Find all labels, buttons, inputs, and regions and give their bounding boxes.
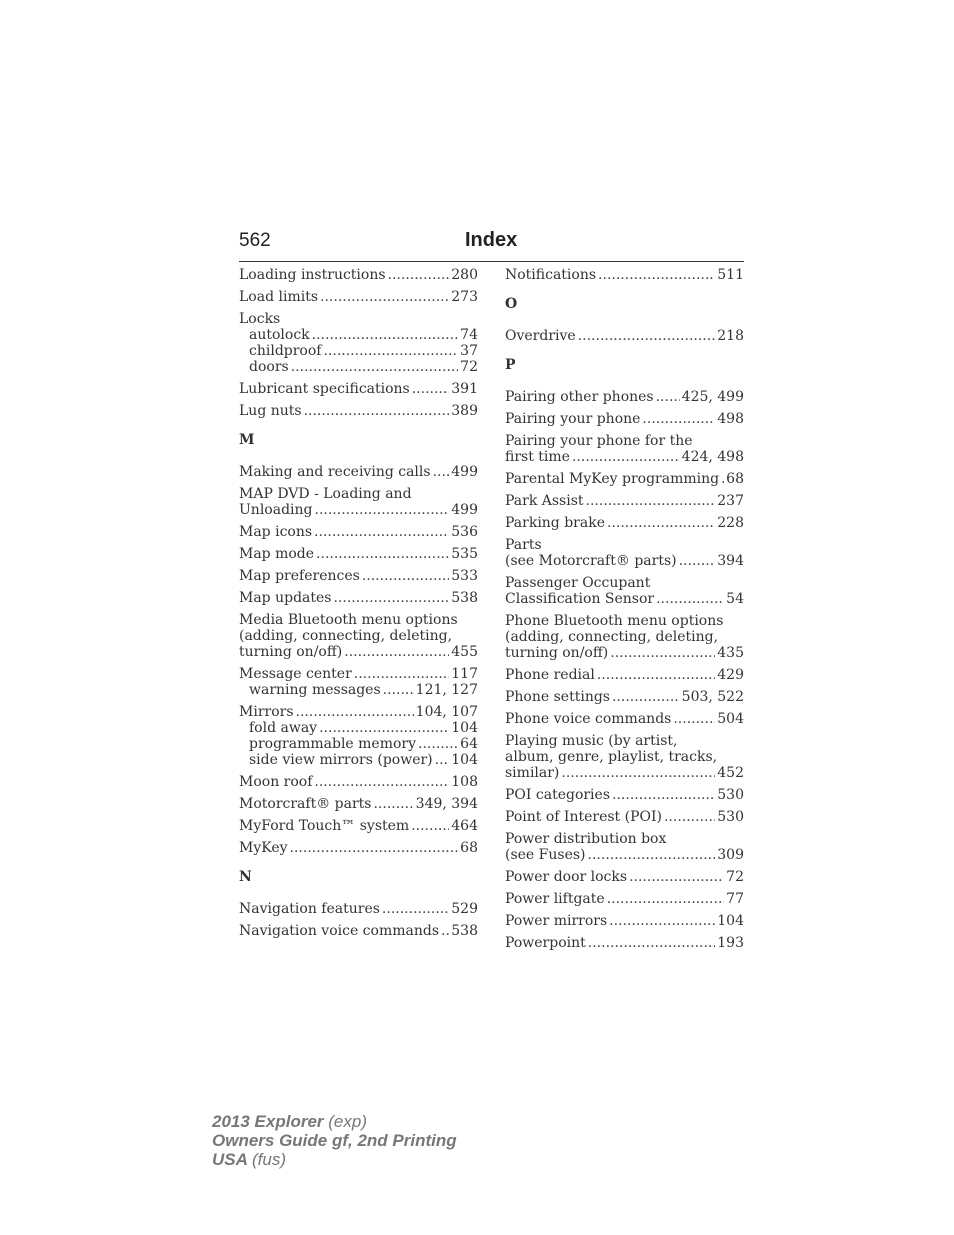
index-subentry [239,343,478,359]
dot-leader [656,591,724,607]
page-reference[interactable]: 536 [451,524,478,540]
dot-leader [607,515,715,531]
entry-text: Mirrors [239,704,294,720]
entry-text: Power door locks [505,869,628,885]
index-entry-line [505,471,744,487]
entry-text: MyKey [239,840,288,856]
dot-leader [411,818,449,834]
dot-leader [316,546,449,562]
dot-leader [304,403,450,419]
footer-market: USA [212,1150,248,1169]
section-letter: O [505,296,518,312]
index-entry [505,913,744,929]
page-reference[interactable]: 538 [451,923,478,939]
dot-leader [598,267,715,283]
page-reference[interactable]: 499 [451,464,478,480]
entry-text: Phone voice commands [505,711,672,727]
dot-leader [597,667,715,683]
index-entry [505,809,744,825]
entry-text: Power liftgate [505,891,605,907]
index-entry [239,311,478,375]
page-reference[interactable]: 452 [717,765,744,781]
index-entry-line [505,689,744,705]
dot-leader [296,704,414,720]
index-entry-line [239,502,478,518]
index-entry [239,267,478,283]
index-entry [239,486,478,518]
page-reference[interactable]: 425, 499 [681,389,744,405]
index-subentry [239,752,478,768]
entry-text: Powerpoint [505,935,586,951]
entry-text: Parts [505,537,542,553]
entry-text: Phone redial [505,667,595,683]
page-reference[interactable]: 77 [726,891,744,907]
index-entry [239,923,478,939]
footer [212,1112,457,1169]
dot-leader [333,590,449,606]
page-reference[interactable]: 391 [451,381,478,397]
index-entry [505,667,744,683]
entry-text: Pairing your phone [505,411,641,427]
index-entry [505,537,744,569]
entry-text: MyFord Touch™ system [239,818,410,834]
dot-leader [612,787,715,803]
page-reference[interactable]: 530 [717,787,744,803]
dot-leader [418,736,458,752]
entry-text: Loading instructions [239,267,386,283]
index-entry [505,869,744,885]
entry-text: Making and receiving calls [239,464,431,480]
entry-text: Power distribution box [505,831,667,847]
index-column-left [239,267,478,945]
entry-text: Phone Bluetooth menu options [505,613,724,629]
index-entry-line [505,389,744,405]
dot-leader [312,327,459,343]
index-entry-line [505,711,744,727]
entry-text: Motorcraft® parts [239,796,372,812]
dot-leader [656,389,680,405]
page-reference[interactable]: 121, 127 [415,682,478,698]
index-entry-line [505,935,744,951]
index-entry-line [505,913,744,929]
dot-leader [586,493,716,509]
page-header [239,228,744,262]
entry-text: Map icons [239,524,313,540]
entry-text: Classification Sensor [505,591,655,607]
page-reference[interactable]: 64 [460,736,478,752]
dot-leader [319,720,449,736]
entry-text: Map mode [239,546,315,562]
index-entry [505,267,744,283]
index-entry-line [505,831,744,847]
page-reference[interactable]: 74 [460,327,478,343]
section-letter: P [505,357,516,373]
page-reference[interactable]: 104, 107 [415,704,478,720]
footer-line-1 [212,1112,457,1131]
index-entry-line [505,733,744,749]
dot-leader [382,901,449,917]
entry-text: Playing music (by artist, [505,733,678,749]
index-entry-line [239,289,478,305]
index-entry-line [505,869,744,885]
entry-text: Phone settings [505,689,610,705]
index-entry-line [239,464,478,480]
index-entry [239,403,478,419]
index-entry-line [239,840,478,856]
dot-leader [612,689,680,705]
index-entry-line [505,449,744,465]
page-reference[interactable]: 533 [451,568,478,584]
index-entry-line [505,847,744,863]
entry-text: side view mirrors (power) [249,752,433,768]
page-reference[interactable]: 455 [451,644,478,660]
entry-text: Pairing your phone for the [505,433,693,449]
entry-text: Parking brake [505,515,605,531]
index-entry [239,796,478,812]
dot-leader [561,765,715,781]
footer-model-code: (exp) [328,1112,367,1131]
index-entry-line [505,591,744,607]
index-entry-line [505,891,744,907]
index-entry [505,733,744,781]
page-reference[interactable]: 108 [451,774,478,790]
index-entry [239,840,478,856]
entry-text: Navigation voice commands [239,923,440,939]
index-entry-line [239,901,478,917]
dot-leader [679,553,716,569]
dot-leader [323,343,458,359]
index-entry-line [505,575,744,591]
index-entry-line [505,749,744,765]
dot-leader [314,524,449,540]
dot-leader [441,923,449,939]
dot-leader [291,359,458,375]
page-reference[interactable]: 104 [717,913,744,929]
index-entry-line [239,403,478,419]
entry-text: (see Motorcraft® parts) [505,553,677,569]
index-entry-line [505,515,744,531]
index-entry-line [239,704,478,720]
page-reference[interactable]: 511 [717,267,744,283]
entry-text: Overdrive [505,328,576,344]
index-entry [239,546,478,562]
page-reference[interactable]: 218 [717,328,744,344]
index-entry-line [239,774,478,790]
entry-text: Load limits [239,289,319,305]
index-entry [505,389,744,405]
footer-line-3 [212,1150,457,1169]
index-entry-line [505,328,744,344]
index-entry [505,575,744,607]
entry-text: Passenger Occupant [505,575,651,591]
dot-leader [721,471,724,487]
entry-text: Media Bluetooth menu options [239,612,458,628]
entry-text: Power mirrors [505,913,608,929]
page-reference[interactable]: 54 [726,591,744,607]
index-entry [505,891,744,907]
page-reference[interactable]: 394 [717,553,744,569]
index-entry [239,381,478,397]
index-entry-line [505,787,744,803]
entry-text: turning on/off) [239,644,343,660]
entry-text: POI categories [505,787,611,803]
index-entry-line [505,493,744,509]
entry-text: album, genre, playlist, tracks, [505,749,718,765]
entry-text: Unloading [239,502,313,518]
index-subentry [239,720,478,736]
index-entry [239,901,478,917]
dot-leader [383,682,414,698]
dot-leader [673,711,715,727]
index-subentry [239,359,478,375]
dot-leader [588,847,716,863]
index-entry-line [239,267,478,283]
entry-text: Moon roof [239,774,313,790]
dot-leader [588,935,716,951]
section-letter: N [239,869,252,885]
index-entry [505,328,744,344]
section-letter: M [239,432,255,448]
entry-text: MAP DVD - Loading and [239,486,412,502]
index-entry [505,613,744,661]
entry-text: (adding, connecting, deleting, [505,629,719,645]
entry-text: (see Fuses) [505,847,586,863]
index-entry-line [505,553,744,569]
page-reference[interactable]: 349, 394 [415,796,478,812]
dot-leader [362,568,449,584]
page-reference[interactable]: 498 [717,411,744,427]
page-reference[interactable]: 193 [717,935,744,951]
dot-leader [572,449,680,465]
index-entry [239,289,478,305]
page-reference[interactable]: 117 [451,666,478,682]
index-entry-line [505,667,744,683]
index-entry-line [505,629,744,645]
index-entry [239,590,478,606]
index-entry-line [505,613,744,629]
index-column-right [505,267,744,957]
entry-text: Lubricant specifications [239,381,410,397]
page-reference[interactable]: 499 [451,502,478,518]
dot-leader [344,644,449,660]
page-reference[interactable]: 72 [726,869,744,885]
dot-leader [354,666,449,682]
index-entry-line [239,546,478,562]
page-reference[interactable]: 389 [451,403,478,419]
index-entry-line [505,267,744,283]
page-reference[interactable]: 309 [717,847,744,863]
index-entry-line [239,381,478,397]
footer-market-code: (fus) [252,1150,286,1169]
dot-leader [373,796,413,812]
index-entry-line [239,524,478,540]
index-entry-line [505,645,744,661]
entry-text: warning messages [249,682,381,698]
index-entry [505,711,744,727]
entry-text: childproof [249,343,322,359]
page-reference[interactable]: 37 [460,343,478,359]
page-number: 562 [239,230,271,251]
index-entry [239,612,478,660]
dot-leader [642,411,715,427]
entry-text: Park Assist [505,493,584,509]
entry-text: doors [249,359,289,375]
index-entry [239,524,478,540]
dot-leader [320,289,449,305]
entry-text: Message center [239,666,352,682]
index-entry [505,471,744,487]
dot-leader [664,809,715,825]
entry-text: turning on/off) [505,645,609,661]
index-entry [239,818,478,834]
entry-text: programmable memory [249,736,417,752]
dot-leader [412,381,450,397]
page-reference[interactable]: 228 [717,515,744,531]
index-entry [239,464,478,480]
index-entry-line [505,411,744,427]
index-entry-line [239,644,478,660]
page-reference[interactable]: 68 [726,471,744,487]
dot-leader [388,267,450,283]
entry-text: similar) [505,765,560,781]
entry-text: first time [505,449,570,465]
index-entry [505,411,744,427]
index-entry-line [505,433,744,449]
index-entry [505,831,744,863]
index-entry-line [505,809,744,825]
dot-leader [610,645,715,661]
page-reference[interactable]: 429 [717,667,744,683]
index-entry [505,433,744,465]
entry-text: Pairing other phones [505,389,654,405]
index-entry [239,704,478,768]
page-reference[interactable]: 535 [451,546,478,562]
index-entry-line [239,666,478,682]
page-reference[interactable]: 237 [717,493,744,509]
index-entry-line [239,590,478,606]
entry-text: Point of Interest (POI) [505,809,662,825]
dot-leader [433,464,450,480]
entry-text: Notifications [505,267,597,283]
page-reference[interactable]: 424, 498 [681,449,744,465]
footer-model: 2013 Explorer [212,1112,324,1131]
entry-text: fold away [249,720,318,736]
entry-text: Locks [239,311,281,327]
page-reference[interactable]: 68 [460,840,478,856]
page-reference[interactable]: 503, 522 [681,689,744,705]
entry-text: (adding, connecting, deleting, [239,628,453,644]
index-entry [239,568,478,584]
page-reference[interactable]: 529 [451,901,478,917]
dot-leader [607,891,724,907]
page-reference[interactable]: 104 [451,720,478,736]
page-reference[interactable]: 104 [451,752,478,768]
index-entry-line [239,612,478,628]
index-entry [505,935,744,951]
index-subentry [239,682,478,698]
page-title: Index [465,229,518,251]
page-reference[interactable]: 538 [451,590,478,606]
entry-text: Parental MyKey programming [505,471,720,487]
page-reference[interactable]: 530 [717,809,744,825]
dot-leader [314,774,449,790]
index-entry-line [239,818,478,834]
index-subentry [239,327,478,343]
page-reference[interactable]: 280 [451,267,478,283]
index-entry [239,774,478,790]
entry-text: autolock [249,327,310,343]
entry-text: Lug nuts [239,403,302,419]
page-reference[interactable]: 72 [460,359,478,375]
index-entry [505,493,744,509]
index-entry-line [239,311,478,327]
dot-leader [578,328,716,344]
entry-text: Navigation features [239,901,380,917]
index-entry-line [239,923,478,939]
entry-text: Map preferences [239,568,360,584]
page-reference[interactable]: 435 [717,645,744,661]
index-entry [239,666,478,698]
index-entry [505,515,744,531]
dot-leader [629,869,724,885]
footer-line-2: Owners Guide gf, 2nd Printing [212,1131,457,1150]
index-entry-line [239,628,478,644]
page-reference[interactable]: 504 [717,711,744,727]
index-entry [505,689,744,705]
index-entry-line [505,537,744,553]
index-subentry [239,736,478,752]
index-entry-line [505,765,744,781]
dot-leader [290,840,459,856]
index-entry [505,787,744,803]
index-entry-line [239,568,478,584]
dot-leader [435,752,450,768]
dot-leader [609,913,715,929]
entry-text: Map updates [239,590,332,606]
page-reference[interactable]: 464 [451,818,478,834]
index-entry-line [239,486,478,502]
page-reference[interactable]: 273 [451,289,478,305]
dot-leader [315,502,450,518]
index-entry-line [239,796,478,812]
